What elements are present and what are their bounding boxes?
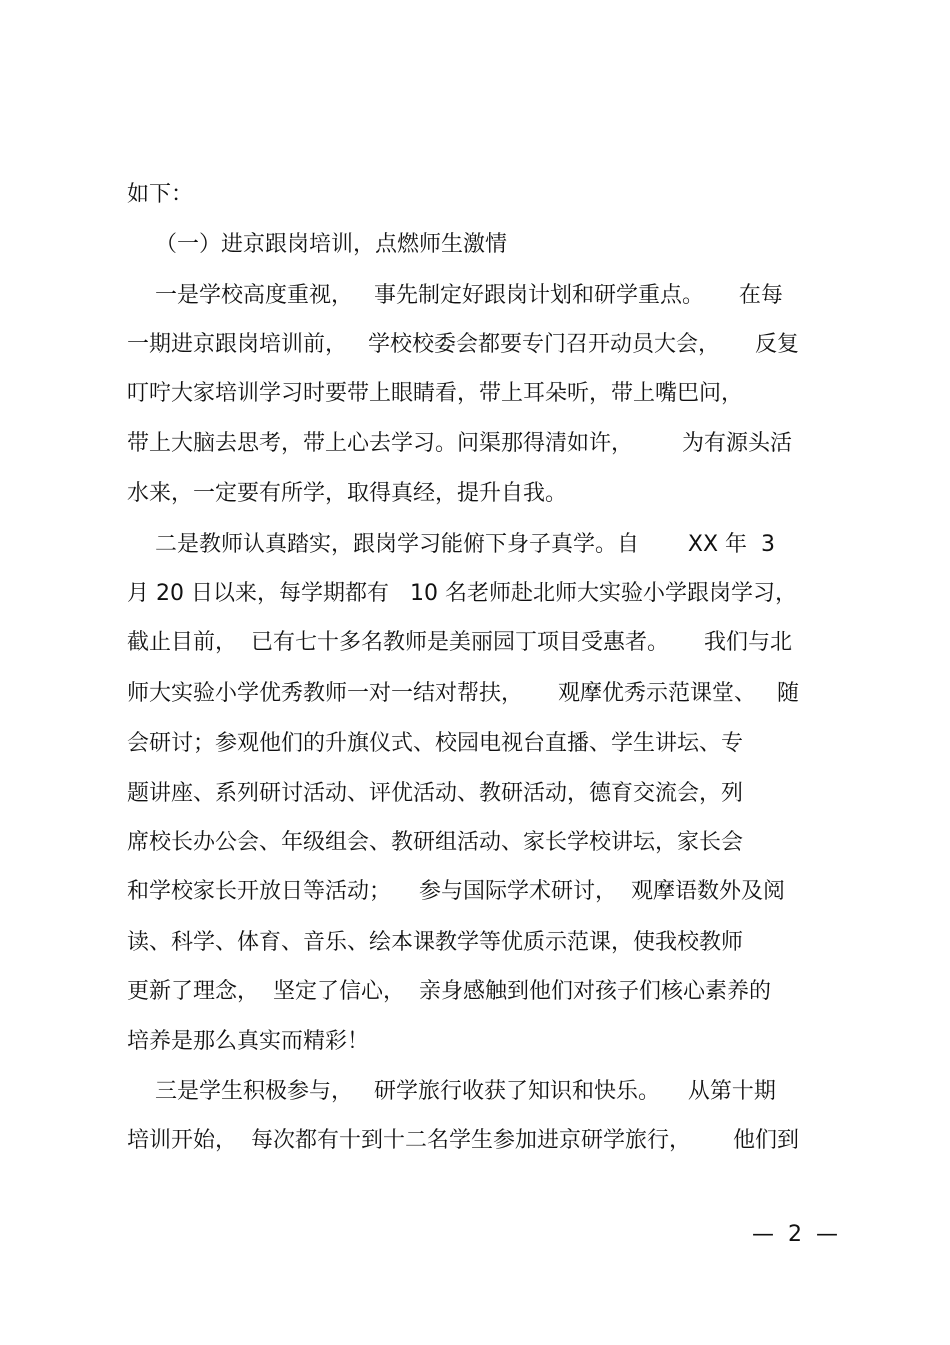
text-line: 一是学校高度重视， 事先制定好跟岗计划和研学重点。 在每 (127, 283, 783, 308)
text-line: 题讲座、系列研讨活动、评优活动、教研活动，德育交流会，列 (127, 781, 744, 806)
text-line: 会研讨；参观他们的升旗仪式、校园电视台直播、学生讲坛、专 (127, 731, 744, 756)
text-line: 培训开始， 每次都有十到十二名学生参加进京研学旅行， 他们到 (127, 1128, 799, 1153)
text-line: 叮咛大家培训学习时要带上眼睛看，带上耳朵听，带上嘴巴问， (127, 381, 744, 406)
text-line: 如下： (127, 182, 194, 207)
text-line: 席校长办公会、年级组会、教研组活动、家长学校讲坛，家长会 (127, 830, 744, 855)
text-line: 三是学生积极参与， 研学旅行收获了知识和快乐。 从第十期 (127, 1079, 776, 1104)
text-line: 水来，一定要有所学，取得真经，提升自我。 (127, 481, 568, 506)
text-line: 师大实验小学优秀教师一对一结对帮扶， 观摩优秀示范课堂、 随 (127, 681, 799, 706)
text-line: 二是教师认真踏实，跟岗学习能俯下身子真学。自 XX 年 3 (127, 532, 776, 557)
text-line: 一期进京跟岗培训前， 学校校委会都要专门召开动员大会， 反复 (127, 332, 799, 357)
text-line: 和学校家长开放日等活动； 参与国际学术研讨， 观摩语数外及阅 (127, 879, 785, 904)
page-number: — 2 — (752, 1222, 838, 1247)
text-line: 截止目前， 已有七十多名教师是美丽园丁项目受惠者。 我们与北 (127, 630, 792, 655)
text-line: 培养是那么真实而精彩！ (127, 1029, 370, 1054)
section-heading: （一）进京跟岗培训，点燃师生激情 (127, 232, 507, 257)
text-line: 读、科学、体育、音乐、绘本课教学等优质示范课，使我校教师 (127, 930, 744, 955)
text-line: 带上大脑去思考，带上心去学习。问渠那得清如许， 为有源头活 (127, 431, 792, 456)
text-line: 月 20 日以来，每学期都有 10 名老师赴北师大实验小学跟岗学习， (127, 581, 797, 606)
text-line: 更新了理念， 坚定了信心， 亲身感触到他们对孩子们核心素养的 (127, 979, 771, 1004)
